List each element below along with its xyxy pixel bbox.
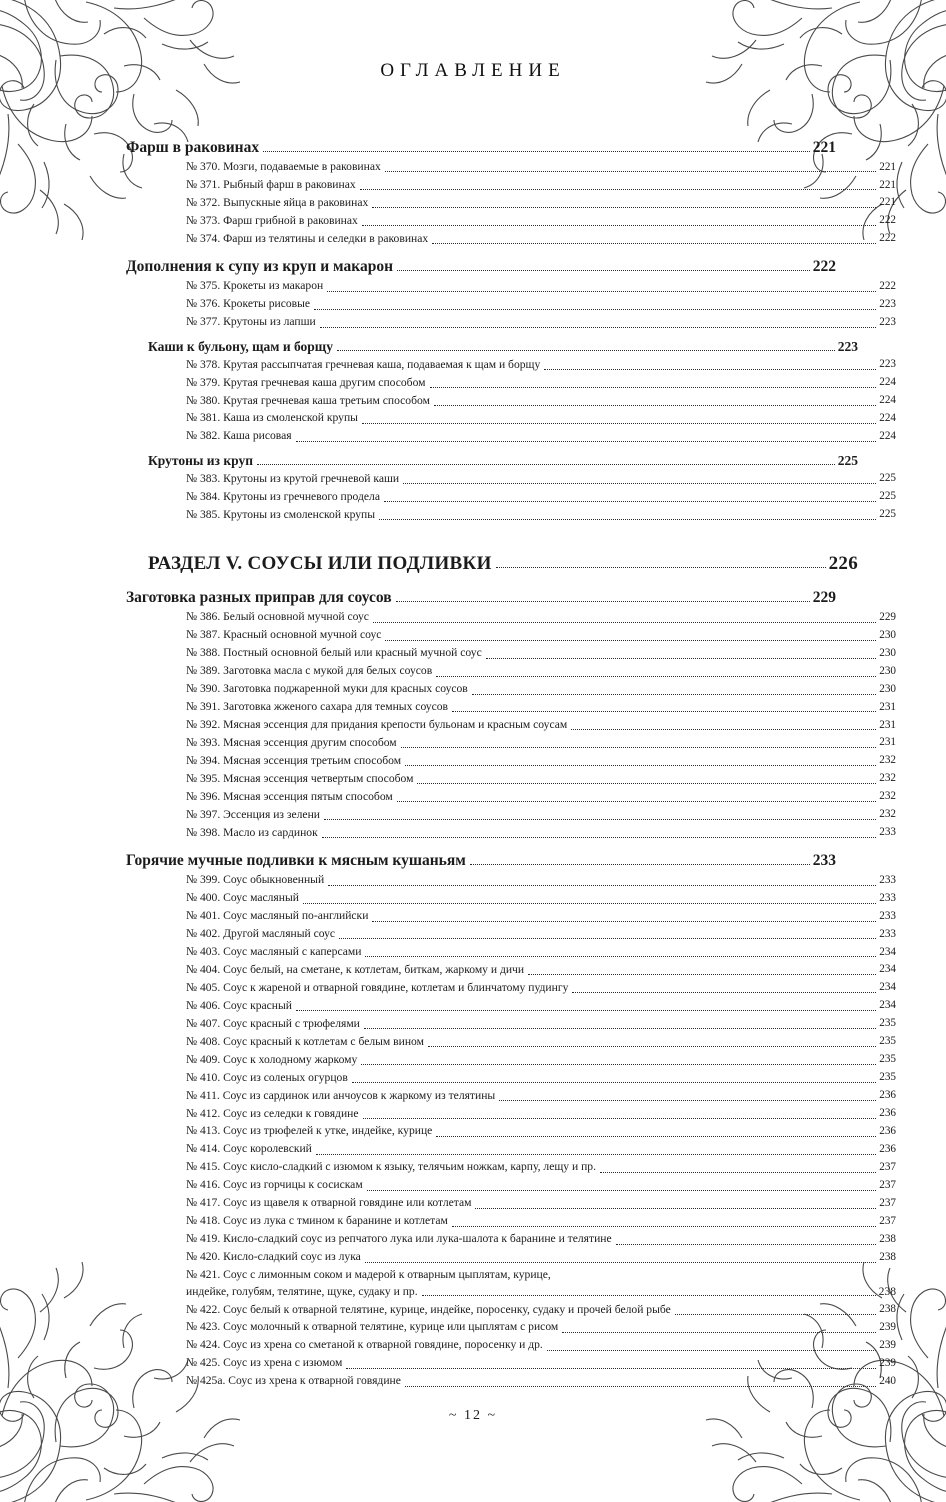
toc-entry-label: № 417. Соус из щавеля к отварной говядине или котлетам [186, 1196, 472, 1210]
toc-entry-page: 233 [879, 909, 896, 922]
toc-entry-label: № 421. Соус с лимонным соком и мадерой к отварным цыплятам, курице, [186, 1268, 551, 1282]
toc-entry[interactable] [126, 231, 896, 247]
toc-entry-page: 232 [879, 772, 896, 785]
toc-entry-page: 224 [879, 394, 896, 407]
toc-entry-label: № 423. Соус молочный к отварной телятине, курице или цыплятам с рисом [186, 1320, 559, 1334]
toc-entry-page: 235 [879, 1017, 896, 1030]
toc-dot-leader [362, 422, 876, 424]
toc-dot-leader [328, 884, 876, 886]
toc-dot-leader [364, 1027, 876, 1029]
toc-entry-page: 229 [879, 610, 896, 623]
toc-dot-leader [257, 463, 835, 465]
toc-entry-page: 221 [879, 178, 896, 191]
toc-entry[interactable] [126, 428, 896, 444]
toc-dot-leader [361, 1063, 876, 1065]
toc-dot-leader [372, 920, 876, 922]
toc-entry-label: № 380. Крутая гречневая каша третьим способом [186, 393, 430, 407]
toc-entry-page: 237 [879, 1214, 896, 1227]
toc-dot-leader [562, 1331, 876, 1333]
toc-dot-leader [434, 404, 876, 406]
toc-dot-leader [314, 308, 876, 310]
toc-entry[interactable] [126, 177, 896, 193]
toc-entry-label: № 415. Соус кисло-сладкий с изюмом к языку, телячьим ножкам, карпу, лещу и пр. [186, 1160, 596, 1174]
toc-entry-label: № 393. Мясная эссенция другим способом [186, 735, 397, 749]
toc-entry-label: № 371. Рыбный фарш в раковинах [186, 177, 356, 191]
toc-entry-label: № 395. Мясная эссенция четвертым способом [186, 771, 414, 785]
toc-entry[interactable] [126, 998, 896, 1014]
toc-entry[interactable] [126, 681, 896, 697]
toc-entry[interactable] [126, 1213, 896, 1229]
toc-entry-page: 222 [879, 214, 896, 227]
toc-entry-label: № 381. Каша из смоленской крупы [186, 411, 358, 425]
toc-entry[interactable] [126, 1159, 896, 1175]
toc-entry-label: № 408. Соус красный к котлетам с белым вином [186, 1034, 424, 1048]
toc-section-heading[interactable] [126, 139, 836, 157]
toc-entry-page: 223 [879, 297, 896, 310]
toc-entry-label: № 420. Кисло-сладкий соус из лука [186, 1250, 361, 1264]
toc-entry-label: № 373. Фарш грибной в раковинах [186, 213, 358, 227]
toc-entry[interactable] [126, 1123, 896, 1139]
toc-entry[interactable] [126, 717, 896, 733]
toc-dot-leader [572, 991, 876, 993]
toc-entry-label: № 412. Соус из селедки к говядине [186, 1106, 359, 1120]
toc-dot-leader [544, 368, 876, 370]
toc-entry-page: 232 [879, 754, 896, 767]
toc-entry-label: № 375. Крокеты из макарон [186, 279, 324, 293]
toc-dot-leader [616, 1243, 877, 1245]
toc-dot-leader [422, 1294, 876, 1296]
toc-dot-leader [401, 746, 877, 748]
toc-dot-leader [337, 349, 835, 351]
toc-dot-leader [363, 1117, 877, 1119]
toc-entry[interactable] [126, 789, 896, 805]
toc-entry-label: № 403. Соус масляный с каперсами [186, 944, 362, 958]
toc-dot-leader [405, 1385, 876, 1387]
toc-entry-page: 233 [812, 852, 836, 870]
toc-entry-continuation[interactable] [126, 1284, 896, 1300]
toc-entry-page: 239 [879, 1321, 896, 1334]
toc-entry[interactable] [126, 314, 896, 330]
toc-entry-page: 237 [879, 1196, 896, 1209]
toc-entry[interactable] [126, 213, 896, 229]
toc-entry[interactable] [126, 375, 896, 391]
toc-entry-page: 236 [879, 1142, 896, 1155]
toc-entry-page: 235 [879, 1053, 896, 1066]
toc-dot-leader [396, 600, 810, 602]
toc-dot-leader [475, 1207, 876, 1209]
toc-entry-page: 233 [879, 927, 896, 940]
toc-entry-page: 239 [879, 1338, 896, 1351]
toc-entry-label: № 391. Заготовка жженого сахара для темных соусов [186, 700, 449, 714]
toc-entry-page: 236 [879, 1107, 896, 1120]
toc-entry[interactable] [126, 489, 896, 505]
toc-section-heading[interactable] [126, 589, 836, 607]
toc-entry-label: № 411. Соус из сардинок или анчоусов к жаркому из телятины [186, 1088, 496, 1102]
toc-entry-label: № 419. Кисло-сладкий соус из репчатого лука или лука-шалота к баранине и телятине [186, 1232, 612, 1246]
toc-entry-label: № 388. Постный основной белый или красный мучной соус [186, 646, 482, 660]
toc-dot-leader [547, 1349, 876, 1351]
toc-dot-leader [472, 693, 876, 695]
toc-entry-label: индейке, голубям, телятине, щуке, судаку и пр. [186, 1284, 418, 1298]
toc-entry-label: № 397. Эссенция из зелени [186, 807, 320, 821]
toc-entry-label: № 409. Соус к холодному жаркому [186, 1052, 358, 1066]
toc-dot-leader [303, 902, 876, 904]
toc-entry-page: 237 [879, 1160, 896, 1173]
toc-entry-label: № 396. Мясная эссенция пятым способом [186, 789, 393, 803]
toc-entry-page: 233 [879, 873, 896, 886]
toc-dot-leader [385, 170, 876, 172]
toc-entry[interactable] [126, 645, 896, 661]
toc-entry-page: 225 [879, 490, 896, 503]
toc-entry[interactable] [126, 627, 896, 643]
toc-entry-page: 239 [879, 1356, 896, 1369]
toc-entry[interactable] [126, 195, 896, 211]
toc-dot-leader [324, 818, 876, 820]
toc-entry-label: № 378. Крутая рассыпчатая гречневая каша, подаваемая к щам и борщу [186, 357, 541, 371]
toc-dot-leader [365, 1261, 876, 1263]
toc-entry[interactable] [126, 944, 896, 960]
toc-dot-leader [373, 621, 876, 623]
toc-entry-label: № 383. Крутоны из крутой гречневой каши [186, 471, 400, 485]
toc-entry-label: Горячие мучные подливки к мясным кушаньям [126, 852, 466, 870]
toc-entry-page: 230 [879, 664, 896, 677]
toc-entry-page: 224 [879, 412, 896, 425]
toc-entry[interactable] [126, 1337, 896, 1353]
toc-entry[interactable] [126, 962, 896, 978]
toc-entry-page: 226 [828, 553, 858, 575]
toc-entry[interactable] [126, 1177, 896, 1193]
toc-entry-label: № 405. Соус к жареной и отварной говядине, котлетам и блинчатому пудингу [186, 980, 569, 994]
toc-dot-leader [384, 500, 876, 502]
toc-entry-label: № 416. Соус из горчицы к сосискам [186, 1178, 363, 1192]
toc-dot-leader [372, 206, 876, 208]
toc-entry-page: 232 [879, 790, 896, 803]
toc-entry[interactable] [126, 753, 896, 769]
toc-entry-label: № 376. Крокеты рисовые [186, 297, 311, 311]
toc-entry-page: 238 [879, 1250, 896, 1263]
toc-entry-label: № 392. Мясная эссенция для придания крепости бульонам и красным соусам [186, 717, 568, 731]
toc-entry-label: № 379. Крутая гречневая каша другим способом [186, 375, 426, 389]
toc-entry[interactable] [126, 663, 896, 679]
toc-entry-label: Фарш в раковинах [126, 139, 260, 156]
toc-entry-label: № 425. Соус из хрена с изюмом [186, 1356, 343, 1370]
toc-entry-page: 233 [879, 891, 896, 904]
toc-entry-page: 221 [879, 160, 896, 173]
toc-entry[interactable] [126, 1195, 896, 1211]
toc-entry[interactable] [126, 1249, 896, 1265]
toc-entry-label: № 406. Соус красный [186, 998, 292, 1012]
toc-entry[interactable] [126, 1016, 896, 1032]
toc-dot-leader [397, 800, 876, 802]
toc-entry[interactable] [126, 1034, 896, 1050]
toc-entry[interactable] [126, 825, 896, 841]
toc-dot-leader [499, 1099, 876, 1101]
toc-entry-label: № 384. Крутоны из гречневого продела [186, 489, 380, 503]
toc-dot-leader [571, 728, 876, 730]
toc-entry[interactable] [126, 1106, 896, 1122]
toc-entry-label: № 372. Выпускные яйца в раковинах [186, 195, 369, 209]
toc-entry[interactable] [126, 926, 896, 942]
toc-dot-leader [352, 1081, 876, 1083]
toc-entry-page: 240 [879, 1374, 896, 1387]
toc-entry-page: 236 [879, 1089, 896, 1102]
toc-entry-page: 238 [879, 1303, 896, 1316]
toc-entry[interactable] [126, 890, 896, 906]
toc-entry-label: № 386. Белый основной мучной соус [186, 610, 369, 624]
toc-dot-leader [452, 1225, 876, 1227]
toc-entry[interactable] [126, 735, 896, 751]
toc-entry[interactable] [126, 1302, 896, 1318]
toc-entry[interactable] [126, 1231, 896, 1247]
toc-entry[interactable] [126, 410, 896, 426]
toc-entry[interactable] [126, 1052, 896, 1068]
toc-dot-leader [362, 224, 876, 226]
toc-entry[interactable] [126, 278, 896, 294]
toc-dot-leader [385, 639, 876, 641]
toc-entry[interactable] [126, 807, 896, 823]
toc-entry-page: 224 [879, 376, 896, 389]
toc-dot-leader [365, 955, 876, 957]
toc-entry[interactable] [126, 771, 896, 787]
toc-part-heading[interactable] [126, 553, 858, 575]
toc-dot-leader [496, 566, 826, 568]
toc-dot-leader [320, 326, 876, 328]
toc-entry-label: № 424. Соус из хрена со сметаной к отварной говядине, поросенку и др. [186, 1338, 543, 1352]
toc-entry[interactable] [126, 159, 896, 175]
toc-entry-label: № 410. Соус из соленых огурцов [186, 1070, 348, 1084]
toc-section-heading[interactable] [126, 852, 836, 870]
toc-dot-leader [428, 1045, 876, 1047]
toc-entry-label: № 389. Заготовка масла с мукой для белых соусов [186, 664, 433, 678]
toc-entry[interactable] [126, 609, 896, 625]
toc-entry[interactable] [126, 980, 896, 996]
toc-entry[interactable] [126, 1141, 896, 1157]
toc-entry-label: № 370. Мозги, подаваемые в раковинах [186, 160, 381, 173]
toc-dot-leader [379, 518, 876, 520]
toc-entry-label: Заготовка разных приправ для соусов [126, 589, 392, 607]
toc-entry-page: 238 [879, 1232, 896, 1245]
toc-dot-leader [436, 675, 876, 677]
toc-dot-leader [432, 242, 876, 244]
toc-entry[interactable] [126, 699, 896, 715]
page-number: ~ 12 ~ [448, 1408, 498, 1423]
toc-entry[interactable] [126, 1319, 896, 1335]
toc-entry[interactable] [126, 1267, 896, 1283]
toc-dot-leader [417, 782, 876, 784]
toc-dot-leader [360, 188, 877, 190]
toc-entry-label: № 425a. Соус из хрена к отварной говядине [186, 1374, 401, 1388]
toc-entry[interactable] [126, 471, 896, 487]
toc-dot-leader [296, 1009, 876, 1011]
toc-entry-page: 222 [812, 258, 836, 276]
toc-dot-leader [397, 269, 810, 271]
toc-entry-page: 232 [879, 808, 896, 821]
toc-entry-page: 237 [879, 1178, 896, 1191]
toc-entry-page: 231 [879, 736, 896, 749]
toc-entry[interactable] [126, 1088, 896, 1104]
toc-entry-page: 234 [879, 963, 896, 976]
toc-entry-label: № 422. Соус белый к отварной телятине, курице, индейке, поросенку, судаку и прочей белой рыбе [186, 1302, 671, 1316]
toc-entry-page: 235 [879, 1071, 896, 1084]
toc-entry-page: 230 [879, 646, 896, 659]
toc-entry-label: Каши к бульону, щам и борщу [148, 338, 333, 354]
toc-dot-leader [528, 973, 876, 975]
toc-entry[interactable] [126, 1070, 896, 1086]
toc-entry-page: 236 [879, 1125, 896, 1138]
toc-entry-label: № 402. Другой масляный соус [186, 927, 336, 940]
toc-entry-label: № 398. Масло из сардинок [186, 825, 318, 839]
toc-dot-leader [339, 937, 876, 939]
toc-entry-page: 224 [879, 429, 896, 442]
toc-entry-label: № 377. Крутоны из лапши [186, 315, 316, 329]
toc-entry-page: 225 [837, 452, 858, 468]
toc-entry-page: 223 [837, 338, 858, 354]
toc-entry[interactable] [126, 1373, 896, 1389]
toc-entry-label: № 414. Соус королевский [186, 1142, 312, 1156]
toc-entry-page: 222 [879, 279, 896, 292]
toc-subsection-heading[interactable] [126, 339, 858, 355]
toc-entry-page: 234 [879, 999, 896, 1012]
toc-dot-leader [316, 1153, 876, 1155]
toc-entry-label: № 394. Мясная эссенция третьим способом [186, 753, 402, 767]
toc-dot-leader [675, 1313, 876, 1315]
toc-entry-label: № 418. Соус из лука с тмином к баранине и котлетам [186, 1214, 448, 1228]
toc-entry-page: 222 [879, 232, 896, 245]
toc-dot-leader [322, 836, 876, 838]
toc-entry-label: Крутоны из круп [148, 452, 253, 468]
toc-dot-leader [486, 657, 876, 659]
toc-entry[interactable] [126, 357, 896, 373]
toc-entry-page: 230 [879, 682, 896, 695]
toc-entry-page: 225 [879, 508, 896, 521]
toc-entry-label: № 404. Соус белый, на сметане, к котлетам, биткам, жаркому и дичи [186, 962, 525, 976]
toc-entry-label: № 401. Соус масляный по-английски [186, 909, 369, 923]
toc-dot-leader [367, 1189, 877, 1191]
toc-entry-label: № 399. Соус обыкновенный [186, 873, 325, 887]
toc-entry[interactable] [126, 872, 896, 888]
toc-entry[interactable] [126, 908, 896, 924]
toc-entry-label: № 413. Соус из трюфелей к утке, индейке, курице [186, 1124, 433, 1138]
toc-entry-label: № 407. Соус красный с трюфелями [186, 1016, 360, 1030]
toc-entry[interactable] [126, 296, 896, 312]
toc-dot-leader [296, 440, 877, 442]
toc-dot-leader [405, 764, 876, 766]
toc-entry-page: 233 [879, 826, 896, 839]
toc-entry[interactable] [126, 393, 896, 409]
toc-dot-leader [436, 1135, 876, 1137]
toc-entry-label: № 390. Заготовка поджаренной муки для красных соусов [186, 682, 468, 696]
toc-dot-leader [403, 482, 876, 484]
toc-entry-label: № 382. Каша рисовая [186, 429, 292, 443]
toc-dot-leader [470, 863, 810, 865]
toc-entry-page: 231 [879, 700, 896, 713]
toc-entry-page: 229 [812, 589, 836, 607]
toc-dot-leader [430, 386, 877, 388]
toc-dot-leader [346, 1367, 876, 1369]
toc-entry-label: № 385. Крутоны из смоленской крупы [186, 507, 376, 521]
toc-entry-page: 231 [879, 718, 896, 731]
toc-entry[interactable] [126, 1355, 896, 1371]
toc-subsection-heading[interactable] [126, 453, 858, 469]
toc-section-heading[interactable] [126, 258, 836, 276]
toc-dot-leader [263, 150, 810, 152]
toc-entry-label: № 374. Фарш из телятины и селедки в раковинах [186, 231, 429, 245]
toc-entry-page: 234 [879, 945, 896, 958]
toc-entry[interactable] [126, 507, 896, 523]
toc-entry-page: 223 [879, 315, 896, 328]
toc-entry-page: 223 [879, 358, 896, 371]
toc-dot-leader [327, 290, 876, 292]
toc-entry-page: 235 [879, 1035, 896, 1048]
toc-entry-page: 234 [879, 981, 896, 994]
toc-entry-label: Дополнения к супу из круп и макарон [126, 258, 393, 276]
toc-entry-page: 225 [879, 472, 896, 485]
toc-entry-label: РАЗДЕЛ V. СОУСЫ ИЛИ ПОДЛИВКИ [148, 553, 492, 575]
page-title: ОГЛАВЛЕНИЕ [380, 60, 566, 81]
toc-dot-leader [600, 1171, 876, 1173]
toc-entry-page: 221 [812, 139, 836, 156]
toc-entry-page: 221 [879, 196, 896, 209]
toc-entry-label: № 400. Соус масляный [186, 891, 299, 905]
toc-dot-leader [452, 710, 876, 712]
toc-entry-page: 230 [879, 628, 896, 641]
table-of-contents [126, 128, 896, 1390]
toc-entry-label: № 387. Красный основной мучной соус [186, 628, 382, 642]
toc-entry-page: 238 [878, 1284, 896, 1298]
